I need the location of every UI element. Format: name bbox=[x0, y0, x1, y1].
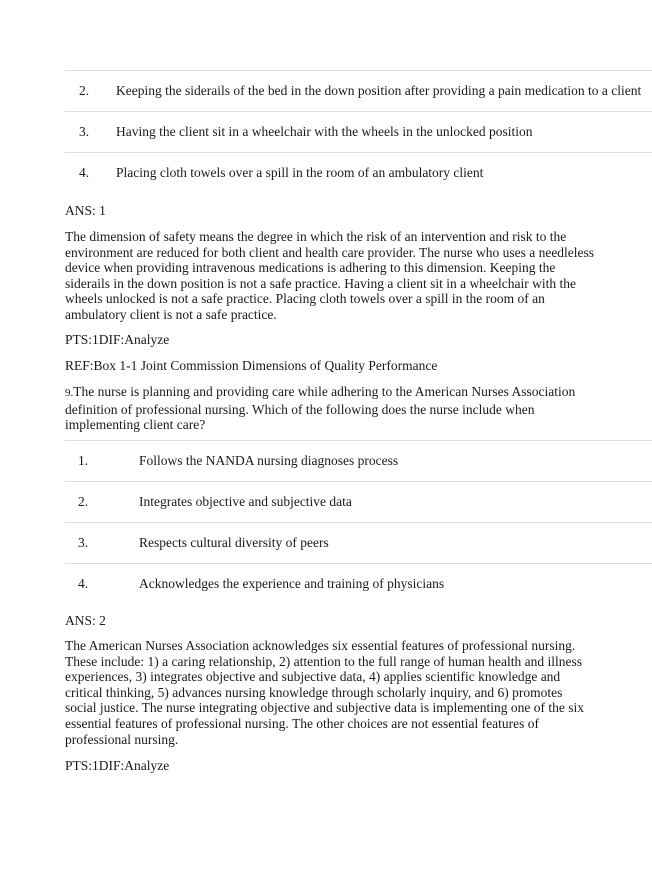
q8-option-row bbox=[65, 111, 652, 152]
question-number: 9. bbox=[65, 387, 74, 399]
option-number: 2. bbox=[78, 494, 89, 509]
option-text: Placing cloth towels over a spill in the room of an ambulatory client bbox=[116, 165, 484, 180]
q9-points: PTS:1DIF:Analyze bbox=[65, 758, 170, 773]
q8-options-table bbox=[65, 70, 652, 193]
q9-stem bbox=[65, 384, 595, 433]
q9-option-row bbox=[65, 522, 652, 563]
q9-option-row bbox=[65, 481, 652, 522]
option-number: 3. bbox=[79, 124, 90, 139]
option-number: 2. bbox=[79, 83, 90, 98]
q8-option-row bbox=[65, 70, 652, 111]
option-number: 3. bbox=[78, 535, 89, 550]
q8-answer: ANS: 1 bbox=[65, 203, 106, 218]
option-number: 4. bbox=[79, 165, 90, 180]
option-text: Keeping the siderails of the bed in the down position after providing a pain medication to a client bbox=[116, 83, 642, 98]
option-number: 4. bbox=[78, 576, 89, 591]
option-text: Acknowledges the experience and training of physicians bbox=[139, 576, 445, 591]
q9-options-table bbox=[65, 440, 652, 604]
q8-reference: REF:Box 1-1 Joint Commission Dimensions of Quality Performance bbox=[65, 358, 438, 373]
option-text: Respects cultural diversity of peers bbox=[139, 535, 329, 550]
option-text: Integrates objective and subjective data bbox=[139, 494, 352, 509]
option-text: Having the client sit in a wheelchair with the wheels in the unlocked position bbox=[116, 124, 533, 139]
question-stem-text: The nurse is planning and providing care while adhering to the American Nurses Association definition of professional nursing. Which of the following does the nurse include when implementing client care? bbox=[65, 384, 576, 433]
q9-rationale: The American Nurses Association acknowledges six essential features of professional nursing. These include: 1) a caring relationship, 2) attention to the full range of human health and illness experiences, 3) integrates objective and subjective data, 4) applies scientific knowledge and critical thinking, 5) advances nursing knowledge through scholarly inquiry, and 6) promotes social justice. The nurse integrating objective and subjective data is implementing one of the six essential features of professional nursing. The other choices are not essential features of professional nursing. bbox=[65, 638, 584, 747]
q9-option-row bbox=[65, 440, 652, 481]
option-text: Follows the NANDA nursing diagnoses process bbox=[139, 453, 399, 468]
q8-points: PTS:1DIF:Analyze bbox=[65, 332, 170, 347]
option-number: 1. bbox=[78, 453, 89, 468]
q9-answer: ANS: 2 bbox=[65, 613, 106, 628]
q8-rationale: The dimension of safety means the degree in which the risk of an intervention and risk to the environment are reduced for both client and health care provider. The nurse who uses a needleless device when providing intravenous medications is adhering to this dimension. Keeping the siderails in the down position is not a safe practice. Having a client sit in a wheelchair with the wheels unlocked is not a safe practice. Placing cloth towels over a spill in the room of an ambulatory client is not a safe practice. bbox=[65, 229, 595, 322]
q9-option-row bbox=[65, 563, 652, 604]
q8-option-row bbox=[65, 152, 652, 193]
